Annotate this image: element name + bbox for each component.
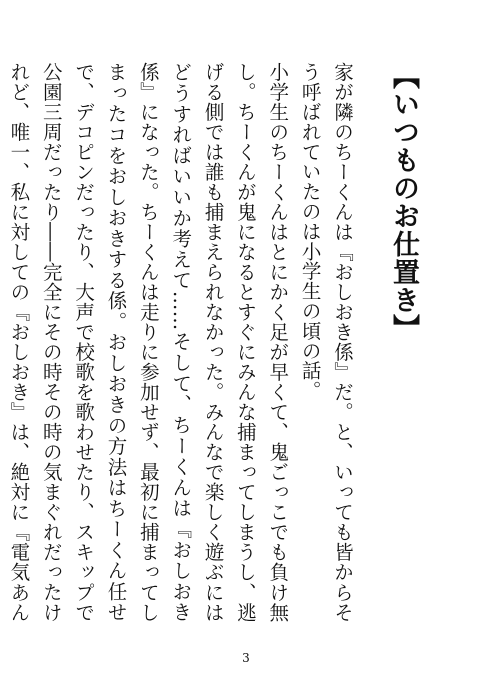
paragraph: 小学生のちーくんはとにかく足が早くて、鬼ごっこでも負け無し。ちーくんが鬼になるとすぐにみんな捕まってしまうし、逃げる側では誰も捕まえられなかった。みんなで楽しく遊ぶにはどうすればいいか考えて……そして、ちーくんは『おしおき係』になった。ちーくんは走りに参加せず、最初に捕まってしまったコをおしおきする係。おしおきの方法はちーくん任せで、デコピンだったり、大声で校歌を歌わせたり、スキップで公園三周だったり――完全にその時その時の気まぐれだったけれど、唯一、私に対しての『おしおき』は、絶対に『電気あん [7, 62, 290, 622]
paragraph: 家が隣のちーくんは『おしおき係』だ。と、いっても皆からそう呼ばれていたのは小学生の頃の話。 [298, 62, 354, 622]
chapter-title: 【いつものお仕置き】 [388, 62, 419, 342]
body-text [0, 62, 358, 622]
page-number: 3 [242, 651, 250, 665]
